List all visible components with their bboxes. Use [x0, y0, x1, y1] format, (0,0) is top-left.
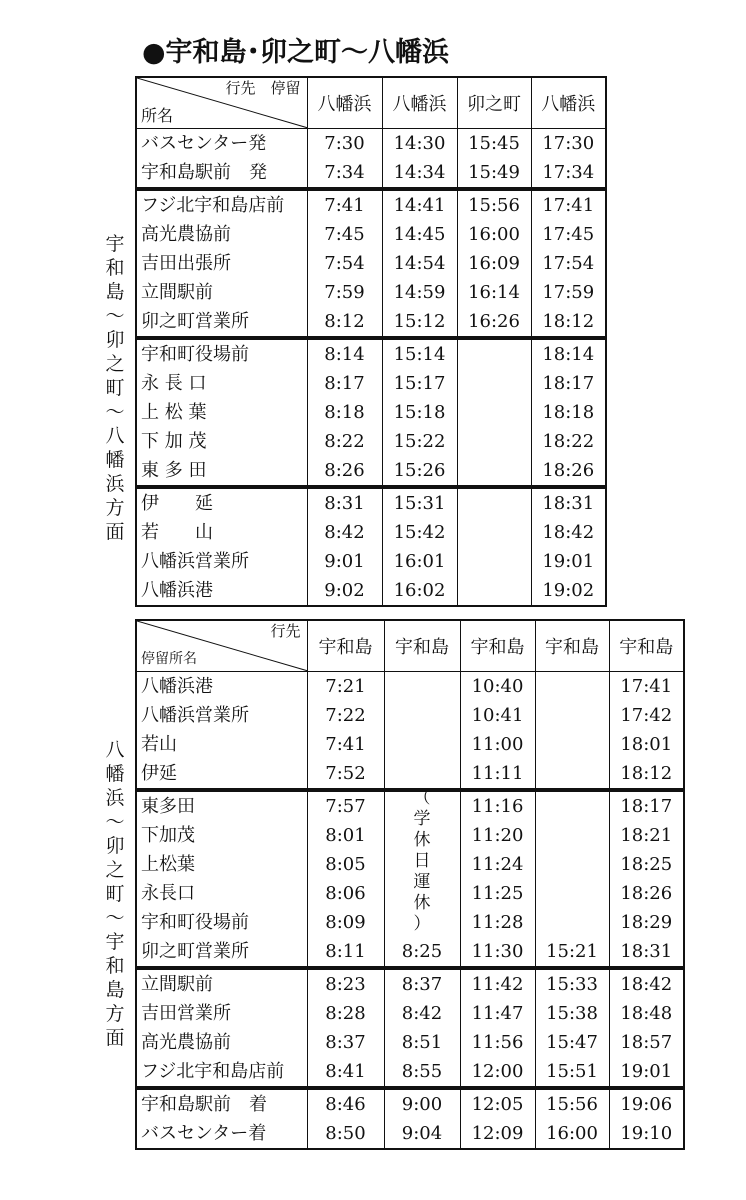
header-destination-label: 行先: [270, 622, 301, 640]
timetable-row: [136, 701, 684, 730]
stop-name: 東多田: [136, 790, 307, 821]
stop-name: バスセンター着: [136, 1119, 307, 1149]
destination-header: 宇和島: [460, 620, 535, 672]
stop-name: 若山: [136, 730, 307, 759]
stop-name: 立間駅前: [136, 278, 307, 307]
departure-time: 18:12: [609, 759, 684, 790]
departure-time: 18:42: [531, 518, 606, 547]
label-char: 休: [413, 893, 431, 913]
departure-time: 18:31: [531, 487, 606, 518]
label-char: 之: [105, 353, 125, 375]
departure-time: 8:12: [307, 307, 382, 338]
stop-name: 下加茂: [136, 821, 307, 850]
label-char: 之: [105, 859, 125, 881]
departure-time: [384, 759, 460, 790]
departure-time: 7:41: [307, 730, 384, 759]
departure-time: 11:11: [460, 759, 535, 790]
departure-time: 19:06: [609, 1088, 684, 1119]
departure-time: 18:25: [609, 850, 684, 879]
header-stop-label: 停留所名: [141, 651, 197, 667]
destination-header: 八幡浜: [382, 77, 457, 129]
timetable-row: [136, 398, 606, 427]
timetable-row: [136, 937, 684, 968]
departure-time: 15:21: [535, 937, 609, 968]
departure-time: 18:17: [609, 790, 684, 821]
timetable-row: [136, 427, 606, 456]
departure-time: 7:34: [307, 158, 382, 189]
departure-time: 8:42: [307, 518, 382, 547]
timetable-row: [136, 730, 684, 759]
timetable-row: [136, 576, 606, 606]
destination-header: 宇和島: [609, 620, 684, 672]
departure-time: 8:37: [307, 1028, 384, 1057]
destination-header: 卯之町: [457, 77, 531, 129]
departure-time: [457, 576, 531, 606]
departure-time: 14:41: [382, 189, 457, 220]
label-char: 面: [105, 521, 125, 543]
departure-time: 15:17: [382, 369, 457, 398]
departure-time: 8:31: [307, 487, 382, 518]
label-char: 日: [413, 851, 431, 871]
departure-time: 18:17: [531, 369, 606, 398]
departure-time: [457, 487, 531, 518]
departure-time: 15:56: [457, 189, 531, 220]
departure-time: 8:41: [307, 1057, 384, 1088]
label-char: 方: [105, 497, 125, 519]
label-char: 学: [413, 809, 431, 829]
departure-time: [384, 701, 460, 730]
departure-time: 8:14: [307, 338, 382, 369]
label-char: 町: [105, 883, 125, 905]
departure-time: 8:55: [384, 1057, 460, 1088]
label-char: 卯: [105, 835, 125, 857]
timetable-row: [136, 1088, 684, 1119]
departure-time: 15:51: [535, 1057, 609, 1088]
section2-direction-label: [102, 738, 128, 1050]
departure-time: [457, 456, 531, 487]
label-char: ～: [105, 305, 125, 327]
departure-time: 7:41: [307, 189, 382, 220]
timetable-row: [136, 487, 606, 518]
label-char: 浜: [105, 787, 125, 809]
departure-time: 18:26: [531, 456, 606, 487]
label-char: 幡: [105, 449, 125, 471]
departure-time: 8:17: [307, 369, 382, 398]
stop-name: バスセンター発: [136, 129, 307, 159]
stop-name: 宇和島駅前 発: [136, 158, 307, 189]
timetable-row: [136, 456, 606, 487]
departure-time: 11:25: [460, 879, 535, 908]
stop-name: 永長口: [136, 879, 307, 908]
departure-time: 8:51: [384, 1028, 460, 1057]
label-char: 面: [105, 1027, 125, 1049]
label-char: 方: [105, 1003, 125, 1025]
departure-time: 11:42: [460, 968, 535, 999]
departure-time: 15:56: [535, 1088, 609, 1119]
departure-time: [535, 701, 609, 730]
departure-time: 8:46: [307, 1088, 384, 1119]
departure-time: 18:14: [531, 338, 606, 369]
departure-time: 8:26: [307, 456, 382, 487]
departure-time: [457, 427, 531, 456]
departure-time: [457, 398, 531, 427]
departure-time: 11:56: [460, 1028, 535, 1057]
departure-time: 18:42: [609, 968, 684, 999]
departure-time: 8:22: [307, 427, 382, 456]
timetable-row: [136, 220, 606, 249]
departure-time: 15:45: [457, 129, 531, 159]
stop-name: 卯之町営業所: [136, 307, 307, 338]
timetable-row: [136, 672, 684, 702]
label-char: 幡: [105, 763, 125, 785]
timetable-row: [136, 129, 606, 159]
departure-time: 14:59: [382, 278, 457, 307]
departure-time: [535, 759, 609, 790]
timetable-row: [136, 158, 606, 189]
stop-name: 宇和町役場前: [136, 338, 307, 369]
timetable-row: [136, 369, 606, 398]
departure-time: 18:26: [609, 879, 684, 908]
departure-time: 18:01: [609, 730, 684, 759]
timetable-row: [136, 189, 606, 220]
departure-time: 7:21: [307, 672, 384, 702]
departure-time: 11:28: [460, 908, 535, 937]
departure-time: 8:37: [384, 968, 460, 999]
departure-time: 15:31: [382, 487, 457, 518]
departure-time: 10:40: [460, 672, 535, 702]
stop-name: フジ北宇和島店前: [136, 189, 307, 220]
departure-time: 16:14: [457, 278, 531, 307]
departure-time: 8:25: [384, 937, 460, 968]
departure-time: [535, 850, 609, 879]
departure-time: 7:57: [307, 790, 384, 821]
departure-time: 17:34: [531, 158, 606, 189]
stop-name: 八幡浜営業所: [136, 701, 307, 730]
departure-time: 15:22: [382, 427, 457, 456]
departure-time: 17:42: [609, 701, 684, 730]
label-char: 和: [105, 257, 125, 279]
departure-time: 14:45: [382, 220, 457, 249]
label-char: 休: [413, 830, 431, 850]
departure-time: 8:28: [307, 999, 384, 1028]
departure-time: 16:01: [382, 547, 457, 576]
departure-time: 11:16: [460, 790, 535, 821]
header-corner: [136, 77, 307, 129]
label-char: ～: [105, 811, 125, 833]
departure-time: 14:34: [382, 158, 457, 189]
departure-time: 11:30: [460, 937, 535, 968]
departure-time: 7:30: [307, 129, 382, 159]
departure-time: 8:09: [307, 908, 384, 937]
departure-time: 18:29: [609, 908, 684, 937]
departure-time: 17:41: [531, 189, 606, 220]
departure-time: 7:45: [307, 220, 382, 249]
timetable-row: [136, 759, 684, 790]
section1-direction-label: [102, 232, 128, 544]
stop-name: 上松葉: [136, 850, 307, 879]
destination-header: 八幡浜: [531, 77, 606, 129]
label-char: 島: [105, 979, 125, 1001]
destination-header: 八幡浜: [307, 77, 382, 129]
label-char: （: [413, 788, 431, 808]
departure-time: 14:54: [382, 249, 457, 278]
label-char: ～: [105, 401, 125, 423]
departure-time: 8:18: [307, 398, 382, 427]
stop-name: 高光農協前: [136, 220, 307, 249]
timetable-row: [136, 278, 606, 307]
departure-time: 9:01: [307, 547, 382, 576]
stop-name: 八幡浜営業所: [136, 547, 307, 576]
departure-time: 15:18: [382, 398, 457, 427]
timetable-row: [136, 1119, 684, 1149]
stop-name: 東 多 田: [136, 456, 307, 487]
departure-time: 16:00: [457, 220, 531, 249]
stop-name: 永 長 口: [136, 369, 307, 398]
departure-time: 15:38: [535, 999, 609, 1028]
departure-time: 16:09: [457, 249, 531, 278]
departure-time: 8:42: [384, 999, 460, 1028]
departure-time: 7:22: [307, 701, 384, 730]
departure-time: 17:59: [531, 278, 606, 307]
departure-time: 11:47: [460, 999, 535, 1028]
departure-time: 12:09: [460, 1119, 535, 1149]
departure-time: 8:06: [307, 879, 384, 908]
departure-time: 15:14: [382, 338, 457, 369]
stop-name: 若 山: [136, 518, 307, 547]
departure-time: 17:41: [609, 672, 684, 702]
label-char: 宇: [105, 233, 125, 255]
stop-name: 伊延: [136, 759, 307, 790]
departure-time: 16:26: [457, 307, 531, 338]
departure-time: 9:00: [384, 1088, 460, 1119]
departure-time: 18:48: [609, 999, 684, 1028]
stop-name: 下 加 茂: [136, 427, 307, 456]
departure-time: 15:26: [382, 456, 457, 487]
departure-time: 11:24: [460, 850, 535, 879]
departure-time: [535, 730, 609, 759]
label-char: 町: [105, 377, 125, 399]
departure-time: 19:01: [609, 1057, 684, 1088]
departure-time: 11:00: [460, 730, 535, 759]
departure-time: 17:54: [531, 249, 606, 278]
departure-time: 18:22: [531, 427, 606, 456]
departure-time: [535, 908, 609, 937]
label-char: 島: [105, 281, 125, 303]
timetable-row: [136, 338, 606, 369]
timetable-row: [136, 999, 684, 1028]
departure-time: 18:57: [609, 1028, 684, 1057]
departure-time: 11:20: [460, 821, 535, 850]
header-stop-label: 所名: [141, 106, 174, 125]
departure-time: 16:00: [535, 1119, 609, 1149]
departure-time: 18:18: [531, 398, 606, 427]
departure-time: 15:49: [457, 158, 531, 189]
departure-time: 18:21: [609, 821, 684, 850]
stop-name: 八幡浜港: [136, 576, 307, 606]
departure-time: 16:02: [382, 576, 457, 606]
departure-time: [535, 790, 609, 821]
departure-time: 15:12: [382, 307, 457, 338]
timetable-row: [136, 307, 606, 338]
departure-time: 7:54: [307, 249, 382, 278]
departure-time: 7:52: [307, 759, 384, 790]
departure-time: 12:05: [460, 1088, 535, 1119]
timetable-to-yawatahama: [135, 76, 607, 607]
label-char: ～: [105, 907, 125, 929]
timetable-row: [136, 249, 606, 278]
stop-name: フジ北宇和島店前: [136, 1057, 307, 1088]
header-corner: [136, 620, 307, 672]
departure-time: 9:04: [384, 1119, 460, 1149]
departure-time: 8:01: [307, 821, 384, 850]
departure-time: 19:01: [531, 547, 606, 576]
timetable-row: [136, 547, 606, 576]
departure-time: [535, 672, 609, 702]
stop-name: 吉田出張所: [136, 249, 307, 278]
stop-name: 立間駅前: [136, 968, 307, 999]
departure-time: [457, 547, 531, 576]
departure-time: 8:11: [307, 937, 384, 968]
departure-time: [457, 338, 531, 369]
label-char: 和: [105, 955, 125, 977]
timetable-row: [136, 1028, 684, 1057]
departure-time: 18:12: [531, 307, 606, 338]
label-char: 卯: [105, 329, 125, 351]
label-char: 運: [413, 872, 431, 892]
departure-time: 15:33: [535, 968, 609, 999]
departure-time: [457, 369, 531, 398]
stop-name: 伊 延: [136, 487, 307, 518]
departure-time: 17:30: [531, 129, 606, 159]
label-char: 宇: [105, 931, 125, 953]
departure-time: 14:30: [382, 129, 457, 159]
timetable-row: [136, 518, 606, 547]
page-title: ●宇和島･卯之町～八幡浜: [142, 37, 450, 68]
departure-time: 15:47: [535, 1028, 609, 1057]
stop-name: 上 松 葉: [136, 398, 307, 427]
timetable-row: [136, 1057, 684, 1088]
departure-time: 19:02: [531, 576, 606, 606]
school-holiday-note: [409, 788, 435, 935]
header-row: [136, 620, 684, 672]
departure-time: 9:02: [307, 576, 382, 606]
label-char: 八: [105, 425, 125, 447]
stop-name: 吉田営業所: [136, 999, 307, 1028]
destination-header: 宇和島: [307, 620, 384, 672]
stop-name: 八幡浜港: [136, 672, 307, 702]
departure-time: 8:50: [307, 1119, 384, 1149]
header-row: [136, 77, 606, 129]
timetable-row: [136, 968, 684, 999]
header-destination-label: 行先 停留: [225, 79, 301, 97]
departure-time: [384, 730, 460, 759]
destination-header: 宇和島: [384, 620, 460, 672]
departure-time: 7:59: [307, 278, 382, 307]
stop-name: 宇和島駅前 着: [136, 1088, 307, 1119]
stop-name: 高光農協前: [136, 1028, 307, 1057]
stop-name: 卯之町営業所: [136, 937, 307, 968]
departure-time: [384, 672, 460, 702]
label-char: 八: [105, 739, 125, 761]
departure-time: 18:31: [609, 937, 684, 968]
departure-time: 19:10: [609, 1119, 684, 1149]
label-char: ）: [413, 914, 431, 934]
departure-time: [535, 879, 609, 908]
stop-name: 宇和町役場前: [136, 908, 307, 937]
departure-time: 10:41: [460, 701, 535, 730]
departure-time: 8:05: [307, 850, 384, 879]
departure-time: 15:42: [382, 518, 457, 547]
label-char: 浜: [105, 473, 125, 495]
departure-time: 17:45: [531, 220, 606, 249]
departure-time: [457, 518, 531, 547]
departure-time: 8:23: [307, 968, 384, 999]
departure-time: 12:00: [460, 1057, 535, 1088]
destination-header: 宇和島: [535, 620, 609, 672]
departure-time: [535, 821, 609, 850]
